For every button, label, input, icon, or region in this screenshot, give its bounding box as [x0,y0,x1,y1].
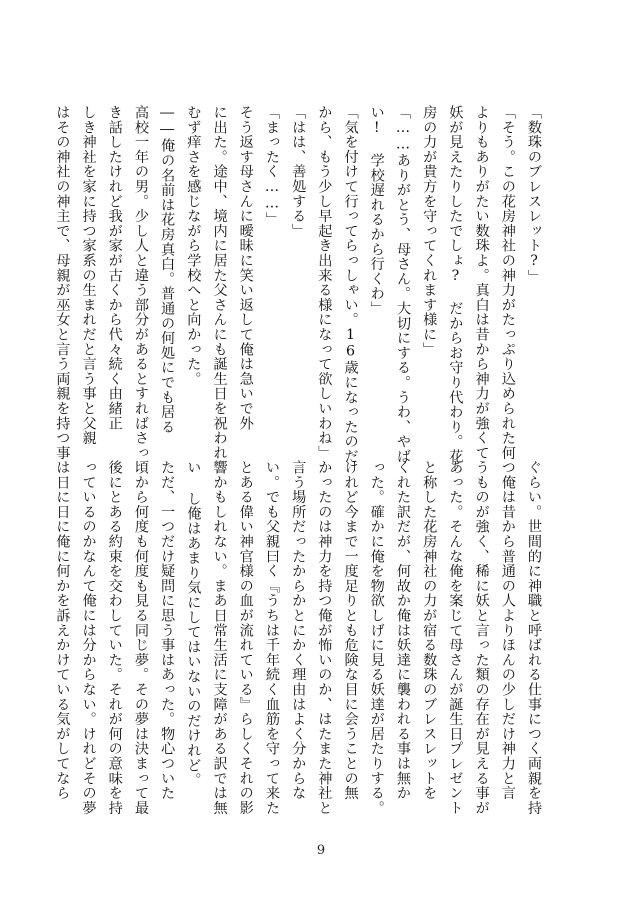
text-line: 「気を付けて行ってらっしゃい。16歳になったのだ [342,105,359,464]
text-line: つ俺は昔から普通の人よりほんの少しだけ神力と言 [499,460,516,801]
text-line: ぐらい。世間的に神職と呼ばれる仕事につく両親を持 [526,460,542,816]
text-line: そう返す母さんに曖昧に笑い返して俺は急いで外 [237,105,254,431]
text-line: 「数珠のブレスレット?」 [526,105,542,285]
text-line: 「まったく……」 [263,105,280,227]
text-block-upper [49,105,547,464]
text-line: と称した花房神社の力が宿る数珠のブレスレットを [421,460,438,801]
text-line: 「はは、善処する」 [290,105,307,239]
text-line: 言う場所だったからかとにかく理由はよく分からな [290,460,307,801]
text-line: 「……ありがとう、母さん。大切にする。うわ、やば [394,105,411,464]
text-line: ただ、一つだけ疑問に思う事はあった。物心ついた [159,460,176,801]
text-line: とある偉い神官様の血が流れている』らしくそれの影 [237,460,254,816]
text-line: 「そう。この花房神社の神力がたっぷり込められた何 [499,105,516,461]
text-line: けれど今まで一度足りとも危険な目に会うことの無 [342,460,359,801]
text-line: あった。そんな俺を案じて母さんが誕生日プレゼント [447,460,464,816]
text-block-lower [49,460,547,816]
text-line: 房の力が貴方を守ってくれます様に」 [421,105,438,357]
page-number: 9 [316,843,326,858]
text-line: から、もう少し早起き出来る様になって欲しいわね」 [316,105,333,461]
text-line: うものが強く、稀に妖と言った類の存在が見える事が [473,460,490,816]
text-line: った。確かに俺を物欲しげに見る妖達が居たりする。 [368,460,385,816]
text-line: かったのは神力を持つ俺が怖いのか、はたまた神社と [316,460,333,816]
text-line: よりもありがたい数珠よ。真白は昔から神力が強くて [473,105,490,461]
text-line: 高校一年の男。少し人と違う部分があるとすればさっ [132,105,149,461]
text-line: 妖が見えたりしたでしょ? だからお守り代わり。花 [447,105,464,464]
text-line: っているのかなんて俺には分からない。けれどその夢 [80,460,97,816]
text-line: くれた訳だが、何故か俺は妖達に襲われる事は無か [394,460,411,801]
text-line: はその神社の神主で、母親が巫女と言う両親を持つ事 [54,105,71,461]
text-line: しき神社を家に持つ家系の生まれだと言う事と父親 [80,105,97,446]
text-line: 頃から何度も何度も見る同じ夢。その夢は決まって最 [132,460,149,816]
text-line: い! 学校遅れるから行くわ」 [368,105,385,316]
text-line: き話したけれど我が家が古くから代々続く由緒正 [106,105,123,431]
text-line: い。でも父親曰く『うちは千年続く血筋を守って来た [263,460,280,816]
text-line: 響かもしれない。まあ日常生活に支障がある訳では無 [211,460,228,816]
text-line: い し俺はあまり気にしてはいないのだけれど。 [185,460,202,788]
text-line: むず痒さを感じながら学校へと向かった。 [185,105,202,387]
text-line: 後にとある約束を交わしていた。それが何の意味を持 [106,460,123,816]
text-line: は日に日に俺に何かを訴えかけている気がしてなら [54,460,71,801]
text-line: に出た。途中、境内に居た父さんにも誕生日を祝われ [211,105,228,461]
text-line: ――俺の名前は花房真白。普通の何処にでも居る [159,105,176,435]
